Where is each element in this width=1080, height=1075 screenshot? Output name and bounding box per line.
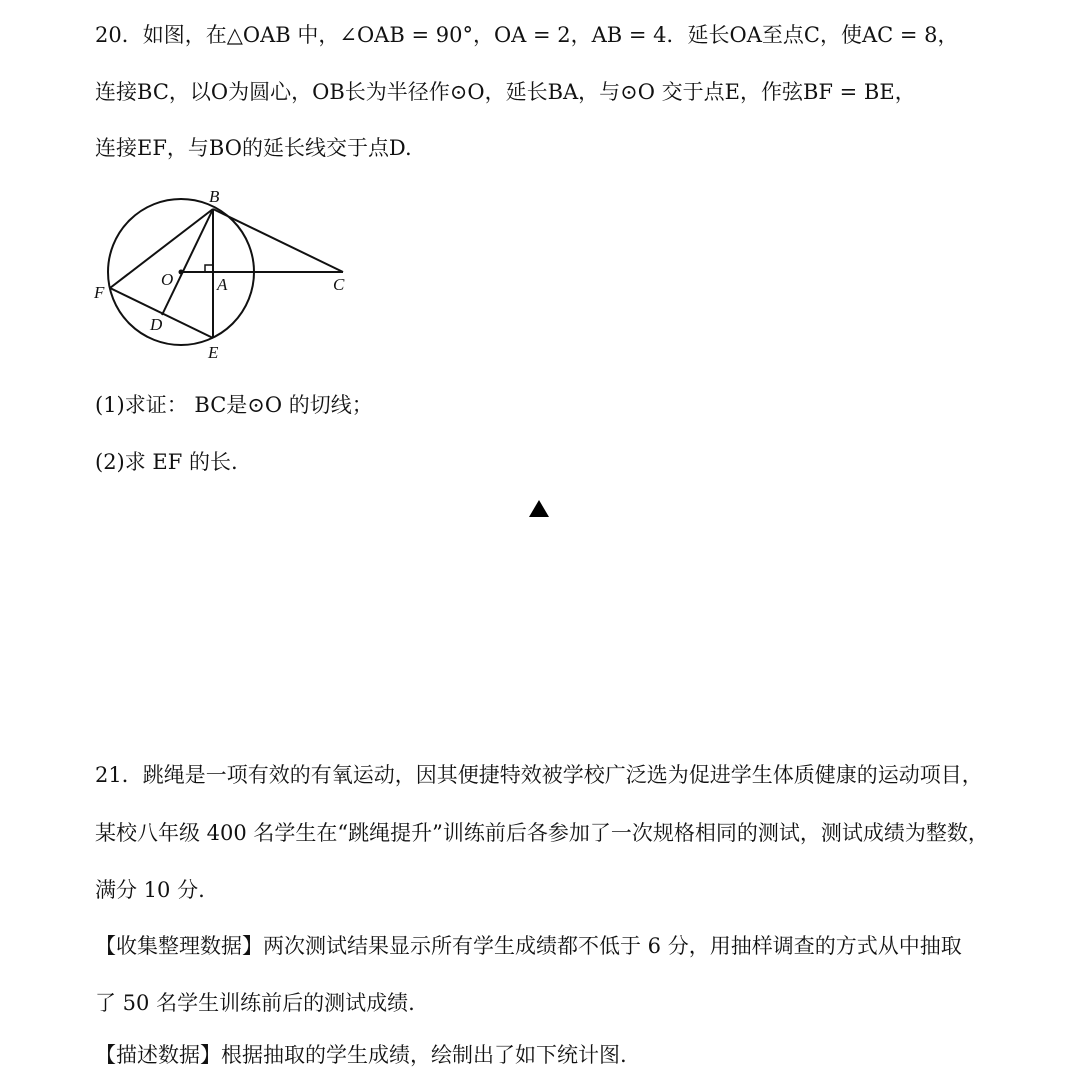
- q20-line-1: 20．如图，在△OAB 中，∠OAB = 90°，OA = 2，AB = 4．延长OA至点C，使AC = 8，: [95, 23, 959, 47]
- label-o: O: [161, 270, 174, 289]
- right-angle-mark: [205, 265, 213, 272]
- label-e: E: [208, 343, 219, 362]
- q21-line-1: 21．跳绳是一项有效的有氧运动，因其便捷特效被学校广泛选为促进学生体质健康的运动项目，: [95, 763, 983, 787]
- q20-line-2: 连接BC，以O为圆心，OB长为半径作⊙O，延长BA，与⊙O 交于点E，作弦BF = BE，: [95, 80, 916, 104]
- q21-describe-data: 【描述数据】根据抽取的学生成绩，绘制出了如下统计图.: [95, 1043, 627, 1067]
- label-f: F: [94, 283, 105, 302]
- q21-line-5: 了 50 名学生训练前后的测试成绩.: [95, 991, 415, 1015]
- label-b: B: [209, 187, 220, 206]
- label-c: C: [333, 275, 345, 294]
- q20-part-1: (1)求证： BC是⊙O 的切线；: [95, 393, 373, 417]
- segment-bd: [162, 209, 213, 315]
- center-point: [179, 270, 184, 275]
- q21-line-2: 某校八年级 400 名学生在“跳绳提升”训练前后各参加了一次规格相同的测试，测试成绩为整数，: [95, 821, 989, 845]
- q21-line-3: 满分 10 分.: [95, 878, 205, 902]
- q20-part-2: (2)求 EF 的长.: [95, 450, 238, 474]
- label-d: D: [150, 315, 163, 334]
- q21-collect-data: 【收集整理数据】两次测试结果显示所有学生成绩都不低于 6 分，用抽样调查的方式从中抽取: [95, 934, 962, 958]
- answer-marker-triangle-icon: [529, 500, 549, 517]
- geometry-figure: [0, 0, 400, 380]
- q20-line-3: 连接EF，与BO的延长线交于点D.: [95, 136, 412, 160]
- segment-bc: [213, 209, 343, 272]
- label-a: A: [217, 275, 228, 294]
